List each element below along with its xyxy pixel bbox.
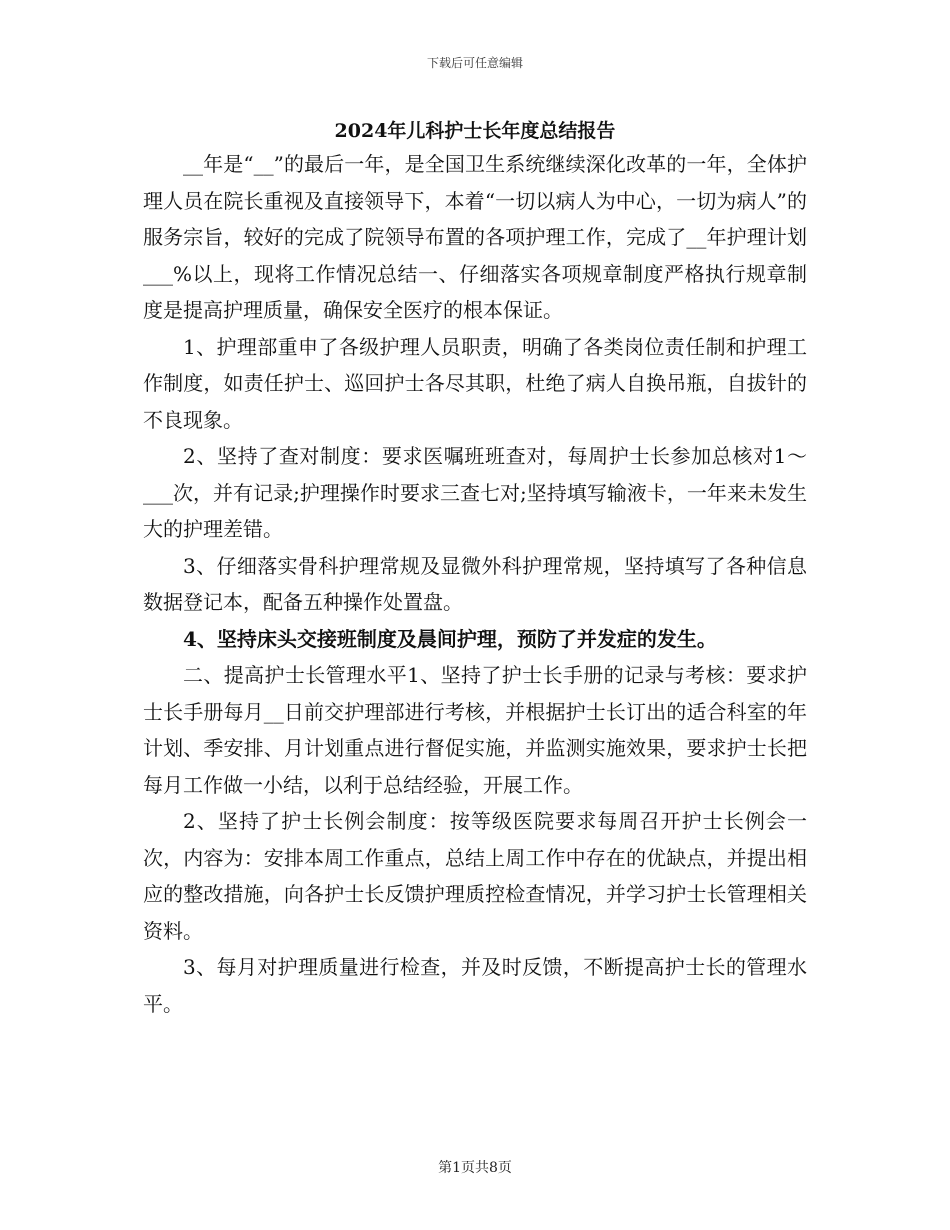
document-body: [143, 146, 807, 1022]
page-footer: 第1页共8页: [438, 1160, 512, 1176]
paragraph-7: 3、每月对护理质量进行检查，并及时反馈，不断提高护士长的管理水平。: [143, 955, 807, 1016]
page-title: 2024年儿科护士长年度总结报告: [334, 120, 616, 142]
paragraph-4: 4、坚持床头交接班制度及晨间护理，预防了并发症的发生。: [183, 626, 717, 651]
intro-paragraph: __年是“__”的最后一年，是全国卫生系统继续深化改革的一年，全体护理人员在院长重视及直接领导下，本着“一切以病人为中心，一切为病人”的服务宗旨，较好的完成了院领导布置的各项护理工作，完成了__年护理计划___%以上，现将工作情况总结一、仔细落实各项规章制度严格执行规章制度是提高护理质量，确保安全医疗的根本保证。: [143, 152, 807, 322]
paragraph-2: 2、坚持了查对制度：要求医嘱班班查对，每周护士长参加总核对1～___次，并有记录;护理操作时要求三查七对;坚持填写输液卡，一年来未发生大的护理差错。: [143, 444, 807, 541]
paragraph-3: 3、仔细落实骨科护理常规及显微外科护理常规，坚持填写了各种信息数据登记本，配备五种操作处置盘。: [143, 553, 807, 614]
paragraph-6: 2、坚持了护士长例会制度：按等级医院要求每周召开护士长例会一次，内容为：安排本周工作重点，总结上周工作中存在的优缺点，并提出相应的整改措施，向各护士长反馈护理质控检查情况，并学习护士长管理相关资料。: [143, 809, 807, 943]
paragraph-1: 1、护理部重申了各级护理人员职责，明确了各类岗位责任制和护理工作制度，如责任护士、巡回护士各尽其职，杜绝了病人自换吊瓶，自拔针的不良现象。: [143, 334, 807, 432]
header-note: 下载后可任意编辑: [426, 56, 523, 70]
section-two-paragraph: 二、提高护士长管理水平1、坚持了护士长手册的记录与考核：要求护士长手册每月__日前交护理部进行考核，并根据护士长订出的适合科室的年计划、季安排、月计划重点进行督促实施，并监测实施效果，要求护士长把每月工作做一小结，以利于总结经验，开展工作。: [143, 663, 807, 797]
